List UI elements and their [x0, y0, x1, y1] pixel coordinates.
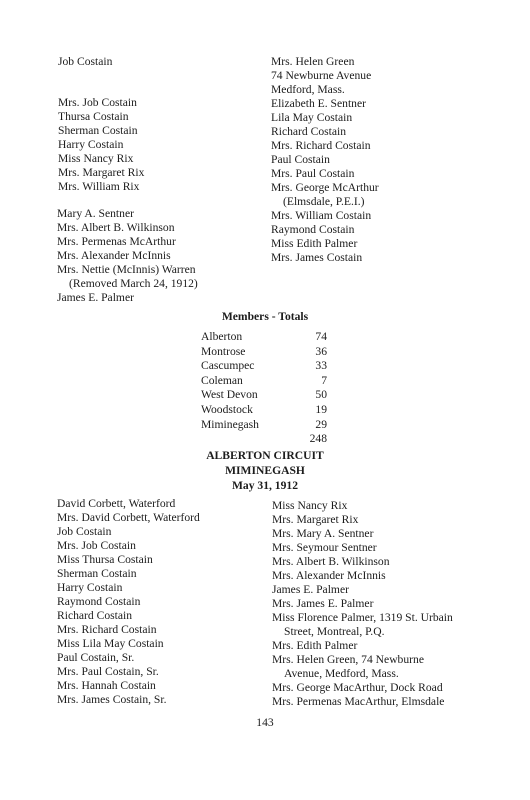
member-name: Mrs. David Corbett, Waterford [57, 511, 200, 524]
member-name: Mrs. George MacArthur, Dock Road [272, 681, 443, 694]
member-address: Medford, Mass. [271, 83, 345, 96]
member-name: Sherman Costain [57, 567, 137, 580]
top-left-column [58, 55, 112, 69]
member-name: Mary A. Sentner [57, 207, 134, 220]
member-name: Harry Costain [58, 138, 124, 151]
member-note: (Removed March 24, 1912) [69, 277, 198, 290]
member-name: Mrs. Job Costain [58, 96, 137, 109]
member-name: James E. Palmer [272, 583, 349, 596]
circuit-name: West Devon [201, 388, 258, 402]
member-name: Mrs. Paul Costain [271, 167, 355, 180]
member-name: Mrs. Margaret Rix [272, 513, 359, 526]
member-name: David Corbett, Waterford [57, 497, 176, 510]
member-count: 7 [321, 373, 327, 387]
member-name: Miss Edith Palmer [271, 237, 358, 250]
member-name: James E. Palmer [57, 291, 134, 304]
member-name: Mrs. Richard Costain [271, 139, 371, 152]
top-left-column-group-3 [57, 207, 198, 305]
member-name: Mrs. Permenas MacArthur, Elmsdale [272, 695, 445, 708]
member-name: Mrs. William Rix [58, 180, 140, 193]
member-name: Richard Costain [271, 125, 347, 138]
member-name: Paul Costain [271, 153, 330, 166]
circuit-title: ALBERTON CIRCUIT [206, 449, 324, 462]
member-count: 33 [315, 359, 327, 373]
member-name: Miss Florence Palmer, 1319 St. Urbain [272, 611, 453, 624]
member-address: Street, Montreal, P.Q. [284, 625, 385, 638]
member-name: Miss Thursa Costain [57, 553, 153, 566]
totals-row [201, 345, 327, 360]
top-left-column-group-2 [58, 96, 144, 194]
member-name: Mrs. Margaret Rix [58, 166, 145, 179]
circuit-date: May 31, 1912 [231, 479, 298, 492]
member-name: Mrs. Job Costain [57, 539, 136, 552]
totals-row [201, 418, 327, 433]
member-name: Mrs. Alexander McInnis [57, 249, 171, 262]
member-name: Mrs. Richard Costain [57, 623, 157, 636]
member-name: Mrs. James Costain, Sr. [57, 693, 167, 706]
member-name: Mrs. Albert B. Wilkinson [272, 555, 390, 568]
member-name: Miss Nancy Rix [58, 152, 134, 165]
member-name: Paul Costain, Sr. [57, 651, 135, 664]
totals-sum-row [201, 432, 327, 447]
member-name: Mrs. Helen Green [271, 55, 355, 68]
member-name: Mrs. Edith Palmer [272, 639, 358, 652]
member-name: Mrs. Mary A. Sentner [272, 527, 374, 540]
member-count: 36 [315, 344, 327, 358]
member-address: Avenue, Medford, Mass. [284, 667, 399, 680]
member-name: Job Costain [57, 525, 112, 538]
member-name: Mrs. George McArthur [271, 181, 379, 194]
member-name: Mrs. Alexander McInnis [272, 569, 386, 582]
member-name: Miss Lila May Costain [57, 637, 164, 650]
circuit-name: Cascumpec [201, 359, 255, 373]
member-name: Raymond Costain [271, 223, 355, 236]
member-count: 50 [315, 388, 327, 402]
top-right-column [271, 55, 379, 265]
member-name: Elizabeth E. Sentner [271, 97, 366, 110]
member-name: Mrs. Permenas McArthur [57, 235, 176, 248]
member-name: Sherman Costain [58, 124, 138, 137]
member-name: Mrs. James Costain [271, 251, 363, 264]
circuit-name: Miminegash [201, 417, 259, 431]
member-name: Job Costain [58, 55, 113, 68]
total-count: 248 [309, 432, 327, 446]
totals-row [201, 374, 327, 389]
bottom-left-column [57, 497, 200, 707]
member-name: Miss Nancy Rix [272, 499, 348, 512]
totals-row [201, 403, 327, 418]
circuit-name: Montrose [201, 344, 246, 358]
totals-heading: Members - Totals [221, 310, 309, 323]
circuit-subtitle: MIMINEGASH [225, 464, 305, 477]
member-count: 74 [315, 330, 327, 343]
totals-row [201, 330, 327, 345]
circuit-name: Alberton [201, 330, 243, 343]
member-name: Thursa Costain [58, 110, 129, 123]
member-count: 29 [315, 417, 327, 431]
member-name: Lila May Costain [271, 111, 353, 124]
circuit-name: Coleman [201, 373, 243, 387]
page-number: 143 [256, 716, 274, 729]
member-address: 74 Newburne Avenue [271, 69, 372, 82]
totals-row [201, 359, 327, 374]
circuit-name: Woodstock [201, 402, 253, 416]
member-name: Raymond Costain [57, 595, 141, 608]
member-name: Mrs. James E. Palmer [272, 597, 374, 610]
member-name: Mrs. Paul Costain, Sr. [57, 665, 159, 678]
member-name: Mrs. Nettie (McInnis) Warren [57, 263, 196, 276]
member-name: Mrs. Seymour Sentner [272, 541, 377, 554]
member-name: Mrs. Helen Green, 74 Newburne [272, 653, 424, 666]
member-name: Mrs. Albert B. Wilkinson [57, 221, 175, 234]
member-note: (Elmsdale, P.E.I.) [283, 195, 365, 208]
member-name: Harry Costain [57, 581, 123, 594]
member-name: Mrs. Hannah Costain [57, 679, 156, 692]
bottom-right-column [272, 499, 453, 709]
member-name: Richard Costain [57, 609, 133, 622]
member-count: 19 [315, 402, 327, 416]
totals-table [201, 330, 327, 447]
totals-row [201, 388, 327, 403]
member-name: Mrs. William Costain [271, 209, 372, 222]
